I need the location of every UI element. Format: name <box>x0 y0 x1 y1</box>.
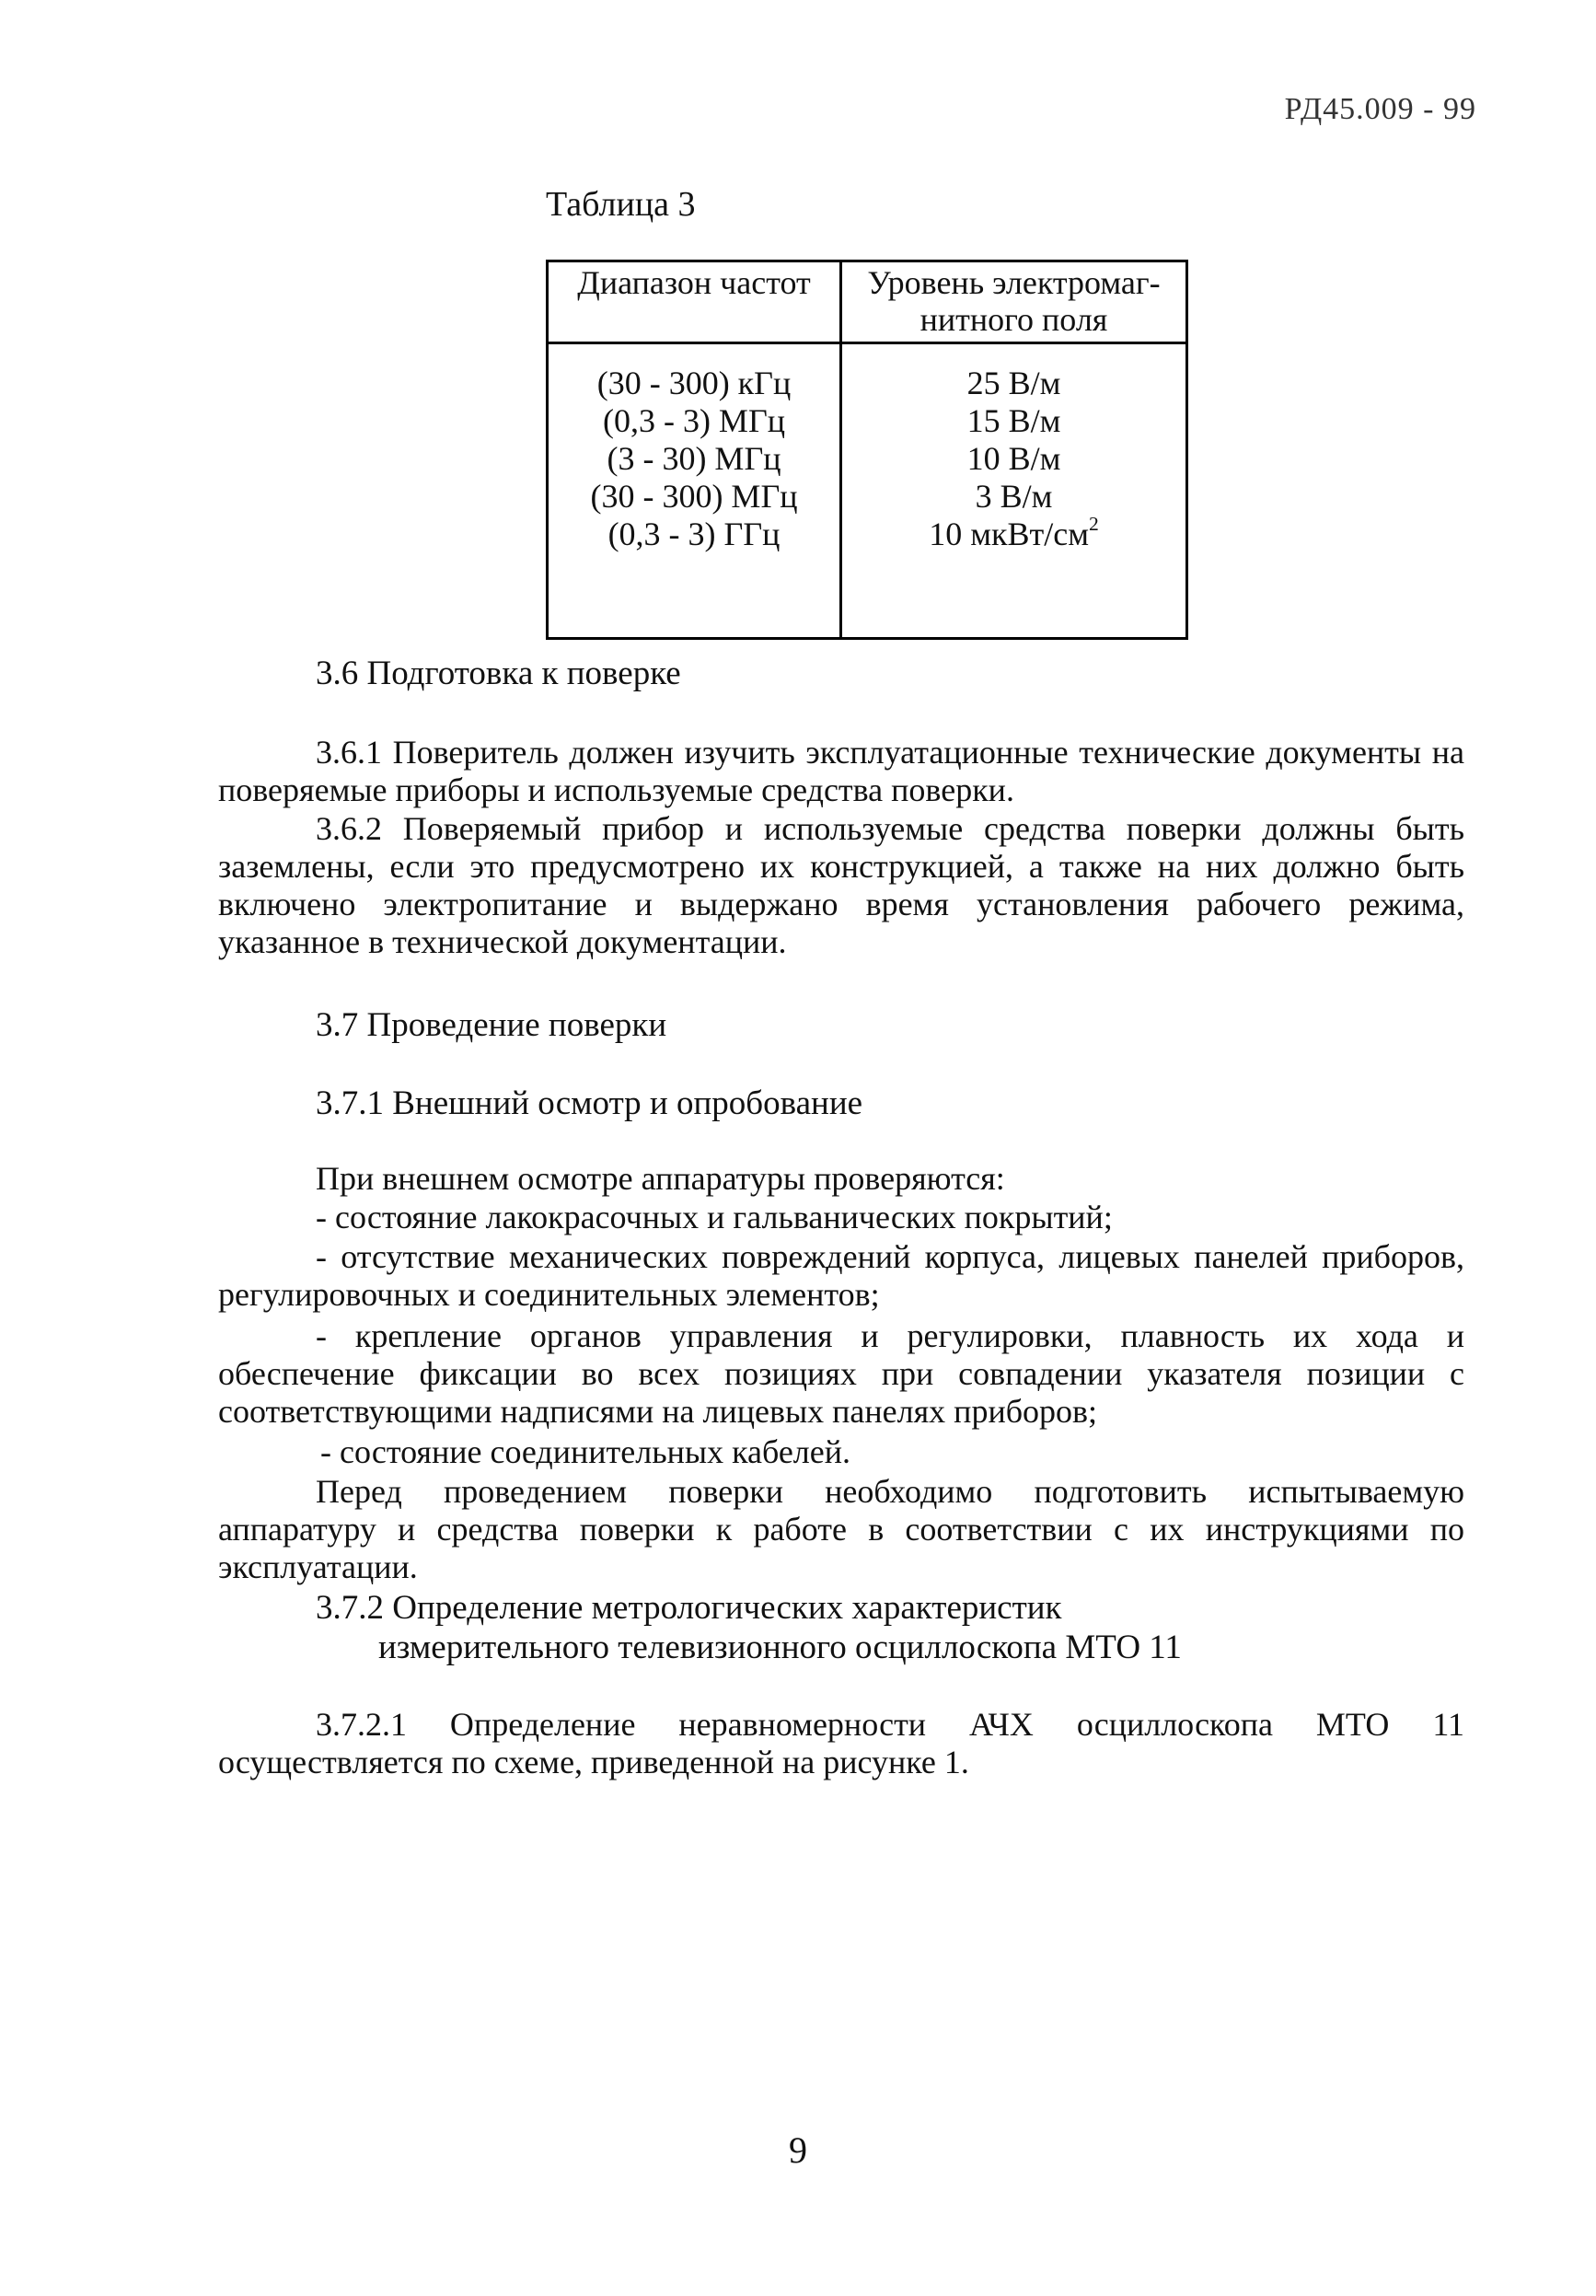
level-value: 10 мкВт/см <box>929 516 1089 552</box>
level-cell: 3 В/м <box>975 478 1053 515</box>
range-cell: (0,3 - 3) ГГц <box>607 516 781 552</box>
inspection-intro: При внешнем осмотре аппаратуры проверяются: <box>316 1160 1005 1197</box>
page-number: 9 <box>789 2129 807 2171</box>
range-column <box>548 343 841 639</box>
range-cell: (30 - 300) МГц <box>590 478 798 515</box>
level-column <box>841 343 1187 639</box>
inspection-item: - отсутствие механических повреждений корпуса, лицевых панелей приборов, регулировочных и соединительных элементов; <box>218 1238 1464 1313</box>
level-cell: 10 В/м <box>966 440 1061 477</box>
level-cell: 25 В/м <box>966 365 1061 401</box>
range-cell: (3 - 30) МГц <box>607 440 781 477</box>
column-header-level <box>841 261 1187 343</box>
document-code: РД45.009 - 99 <box>1284 92 1476 126</box>
inspection-item: - состояние лакокрасочных и гальванических покрытий; <box>316 1199 1113 1235</box>
level-cell: 15 В/м <box>966 402 1061 439</box>
table-caption: Таблица 3 <box>546 185 696 224</box>
column-header-range: Диапазон частот <box>548 261 841 343</box>
paragraph-3-6-1: 3.6.1 Поверитель должен изучить эксплуатационные технические документы на поверяемые приборы и используемые средства поверки. <box>218 734 1464 808</box>
range-cell: (0,3 - 3) МГц <box>602 402 786 439</box>
section-heading-3-7-1: 3.7.1 Внешний осмотр и опробование <box>316 1084 863 1122</box>
range-cell: (30 - 300) кГц <box>596 365 792 401</box>
paragraph-3-6-2: 3.6.2 Поверяемый прибор и используемые средства поверки должны быть заземлены, если это предусмотрено их конструкцией, а также на них должно быть включено электропитание и выдержано время установления рабочего режима, указанное в технической документации. <box>218 810 1464 960</box>
section-heading-3-7: 3.7 Проведение поверки <box>316 1006 667 1044</box>
section-heading-3-6: 3.6 Подготовка к поверке <box>316 655 681 692</box>
preparation-paragraph: Перед проведением поверки необходимо подготовить испытываемую аппаратуру и средства поверки к работе в соответствии с их инструкциями по эксплуатации. <box>218 1473 1464 1585</box>
column-header-level-text: Уровень электромаг- нитного поля <box>867 264 1161 338</box>
section-heading-3-7-2: 3.7.2 Определение метрологических характеристик <box>316 1589 1062 1627</box>
level-cell <box>843 513 1185 553</box>
level-superscript: 2 <box>1088 513 1099 535</box>
inspection-item: - состояние соединительных кабелей. <box>320 1433 851 1470</box>
frequency-table <box>546 260 1188 640</box>
inspection-item: - крепление органов управления и регулировки, плавность их хода и обеспечение фиксации во всех позициях при совпадении указателя позиции с соответствующими надписями на лицевых панелях приборов; <box>218 1317 1464 1430</box>
paragraph-3-7-2-1: 3.7.2.1 Определение неравномерности АЧХ осциллоскопа МТО 11 осуществляется по схеме, приведенной на рисунке 1. <box>218 1706 1464 1780</box>
section-heading-3-7-2-cont: измерительного телевизионного осциллоскопа МТО 11 <box>378 1629 1182 1666</box>
